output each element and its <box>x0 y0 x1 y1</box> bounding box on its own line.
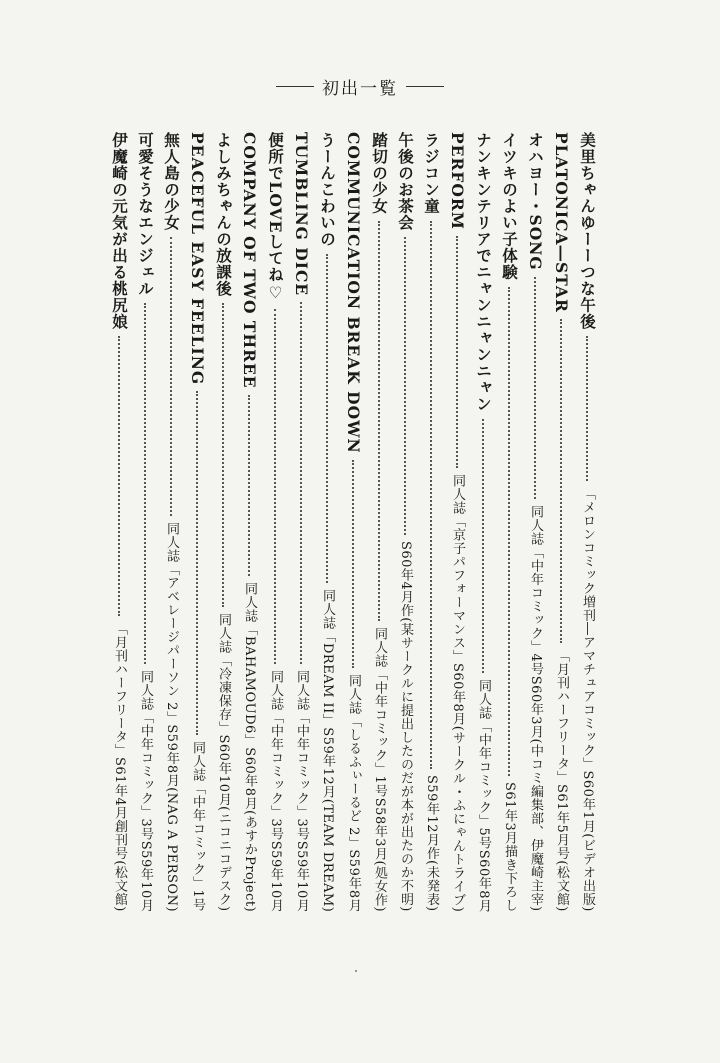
entry-source: 同人誌「中年コミック」5号S60年8月 <box>476 678 491 912</box>
toc-entry <box>134 132 156 912</box>
toc-entry <box>498 132 520 912</box>
entry-title: オハヨー・SONG <box>526 132 545 271</box>
dot-leader <box>378 221 380 621</box>
entry-source: 同人誌「中年コミック」4号S60年3月(中コミ編集部、伊魔崎主宰) <box>528 505 543 912</box>
entry-title: よしみちゃんの放課後 <box>214 132 233 297</box>
title-rule-right <box>406 86 444 87</box>
page-speck <box>355 970 357 972</box>
entry-source: 同人誌「中年コミック」3号S59年10月 <box>138 669 153 912</box>
entry-source: 「月刊ハーフリータ」S61年4月創刊号(松文館) <box>112 622 127 912</box>
dot-leader <box>482 419 484 673</box>
dot-leader <box>118 336 120 616</box>
dot-leader <box>248 395 250 576</box>
entry-title: ラジコン童 <box>422 132 441 215</box>
entry-source: S61年3月描き下ろし <box>502 781 517 912</box>
page-title: 初出一覧 <box>322 79 398 99</box>
dot-leader <box>534 277 536 500</box>
entry-source: 同人誌「DREAM II」S59年12月(TEAM DREAM) <box>320 588 335 912</box>
toc-entry <box>316 132 338 912</box>
dot-leader <box>144 303 146 664</box>
dot-leader <box>586 336 588 481</box>
toc-entry <box>186 132 208 912</box>
toc-entry <box>524 132 546 912</box>
entry-source: 「月刊ハーフリータ」S61年5月号(松文館) <box>554 649 569 912</box>
title-rule-left <box>276 86 314 87</box>
entry-source: S60年4月作(某サークルに提出したのだが本が出たのか不明) <box>398 541 413 912</box>
entry-title: 無人島の少女 <box>162 132 181 231</box>
entry-source: 同人誌「しるふぃーるど 2」S59年8月 <box>346 673 361 912</box>
toc-entry <box>108 132 130 912</box>
entry-source: 同人誌「京子パフォーマンス」S60年8月(サークル・ふにゃんトライブ) <box>450 473 465 912</box>
toc-entry <box>238 132 260 912</box>
entry-title: COMMUNICATION BREAK DOWN <box>344 132 363 454</box>
entry-source: 同人誌「BAHAMOUD6」S60年8月(あすかProject) <box>242 581 257 912</box>
dot-leader <box>170 237 172 516</box>
entry-title: COMPANY OF TWO THREE <box>240 132 259 389</box>
dot-leader <box>404 237 406 535</box>
entry-source: 同人誌「中年コミック」3号S59年10月 <box>294 669 309 912</box>
entry-title: TUMBLING DICE <box>292 132 311 297</box>
toc-entry <box>576 132 598 912</box>
dot-leader <box>508 287 510 776</box>
dot-leader <box>560 319 562 643</box>
dot-leader <box>352 460 354 668</box>
entry-source: S59年12月作(未発表) <box>424 775 439 912</box>
entry-title: うーんこわいの <box>318 132 337 248</box>
entry-title: 午後のお茶会 <box>396 132 415 231</box>
entry-title: 伊魔崎の元気が出る桃尻娘 <box>110 132 129 330</box>
toc-entry <box>368 132 390 912</box>
entry-title: PERFORM <box>448 132 467 230</box>
toc-entry <box>160 132 182 912</box>
entry-source: 同人誌「アベレージパーソン 2」S59年8月(NAG A PERSON) <box>164 521 179 912</box>
entry-title: 踏切の少女 <box>370 132 389 215</box>
toc-entry <box>264 132 286 912</box>
entry-source: 同人誌「冷凍保存」S60年10月(ニコニコデスク) <box>216 613 231 912</box>
entry-title: PLATONICA―STAR <box>552 132 571 313</box>
entry-title: ナンキンテリアでニャンニャンニャン <box>474 132 493 413</box>
entry-title: イツキのよい子体験 <box>500 132 519 281</box>
toc-entry <box>290 132 312 912</box>
entry-title: 美里ちゃんゆーーつな午後 <box>578 132 597 330</box>
dot-leader <box>456 236 458 468</box>
toc-entry <box>446 132 468 912</box>
dot-leader <box>300 302 302 664</box>
entry-title: 可愛そうなエンジェル <box>136 132 155 297</box>
dot-leader <box>326 254 328 583</box>
toc-entry <box>342 132 364 912</box>
toc-entry <box>212 132 234 912</box>
dot-leader <box>274 309 276 664</box>
dot-leader <box>196 391 198 735</box>
toc-entry <box>472 132 494 912</box>
toc-list <box>108 132 598 912</box>
entry-title: PEACEFUL EASY FEELING <box>188 132 207 386</box>
dot-leader <box>430 221 432 770</box>
entry-source: 同人誌「中年コミック」3号S59年10月 <box>268 669 283 912</box>
toc-entry <box>550 132 572 912</box>
toc-entry <box>394 132 416 912</box>
entry-title: 便所でLOVEしてね♡ <box>266 132 285 303</box>
entry-source: 同人誌「中年コミック」1号S58年3月(処女作) <box>372 626 387 912</box>
page-title-row <box>0 74 720 99</box>
toc-entry <box>420 132 442 912</box>
entry-source: 同人誌「中年コミック」1号 <box>190 741 205 912</box>
dot-leader <box>222 303 224 607</box>
entry-source: 「メロンコミック増刊―アマチュアコミック」S60年1月(ビデオ出版) <box>580 487 595 912</box>
